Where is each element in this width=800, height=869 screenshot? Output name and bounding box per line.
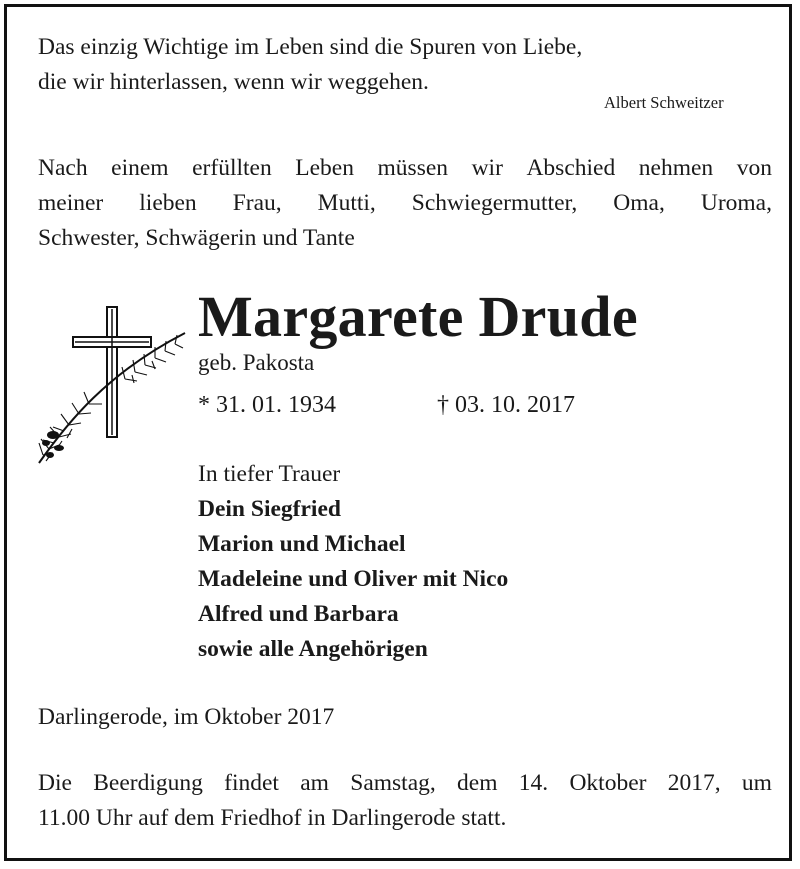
deceased-name: Margarete Drude xyxy=(198,284,638,349)
funeral-word: 14. xyxy=(518,770,549,796)
mourner-name: sowie alle Angehörigen xyxy=(198,636,428,662)
mourners-heading: In tiefer Trauer xyxy=(198,461,341,487)
funeral-word: am xyxy=(300,770,329,796)
quote-line-2: die wir hinterlassen, wenn wir weggehen. xyxy=(38,69,429,95)
funeral-word: Die xyxy=(38,770,72,796)
intro-line-1 xyxy=(38,155,772,182)
intro-word: Oma, xyxy=(613,190,665,216)
intro-word: Schwiegermutter, xyxy=(411,190,578,216)
birth-name: geb. Pakosta xyxy=(198,350,315,375)
funeral-word: Samstag, xyxy=(350,770,436,796)
intro-word: meiner xyxy=(38,190,104,216)
place-date: Darlingerode, im Oktober 2017 xyxy=(38,704,335,730)
death-date: † 03. 10. 2017 xyxy=(437,392,575,418)
birth-date: * 31. 01. 1934 xyxy=(198,392,336,418)
intro-word: Uroma, xyxy=(700,190,772,216)
obituary-frame xyxy=(4,4,792,861)
cross-with-fir-branch-icon xyxy=(37,303,187,473)
intro-word: Frau, xyxy=(232,190,282,216)
mourner-name: Alfred und Barbara xyxy=(198,601,399,627)
intro-line-3: Schwester, Schwägerin und Tante xyxy=(38,225,355,251)
intro-word: einem xyxy=(111,155,169,181)
intro-word: nehmen xyxy=(638,155,714,181)
funeral-word: Oktober xyxy=(569,770,647,796)
intro-word: lieben xyxy=(139,190,197,216)
funeral-word: dem xyxy=(457,770,498,796)
funeral-line-1 xyxy=(38,770,772,797)
intro-line-2 xyxy=(38,190,772,217)
quote-author: Albert Schweitzer xyxy=(604,93,724,112)
intro-word: müssen xyxy=(377,155,449,181)
intro-word: erfüllten xyxy=(192,155,272,181)
mourner-name: Madeleine und Oliver mit Nico xyxy=(198,566,509,592)
intro-word: von xyxy=(736,155,772,181)
funeral-word: findet xyxy=(224,770,279,796)
quote-line-1: Das einzig Wichtige im Leben sind die Spuren von Liebe, xyxy=(38,34,583,60)
funeral-word: um xyxy=(741,770,772,796)
intro-word: Leben xyxy=(295,155,354,181)
funeral-word: 2017, xyxy=(667,770,721,796)
intro-word: Abschied xyxy=(526,155,616,181)
mourner-name: Dein Siegfried xyxy=(198,496,341,522)
funeral-line-2: 11.00 Uhr auf dem Friedhof in Darlingerode statt. xyxy=(38,805,507,831)
intro-word: wir xyxy=(471,155,503,181)
intro-word: Mutti, xyxy=(317,190,376,216)
intro-word: Nach xyxy=(38,155,88,181)
funeral-word: Beerdigung xyxy=(93,770,203,796)
mourner-name: Marion und Michael xyxy=(198,531,406,557)
